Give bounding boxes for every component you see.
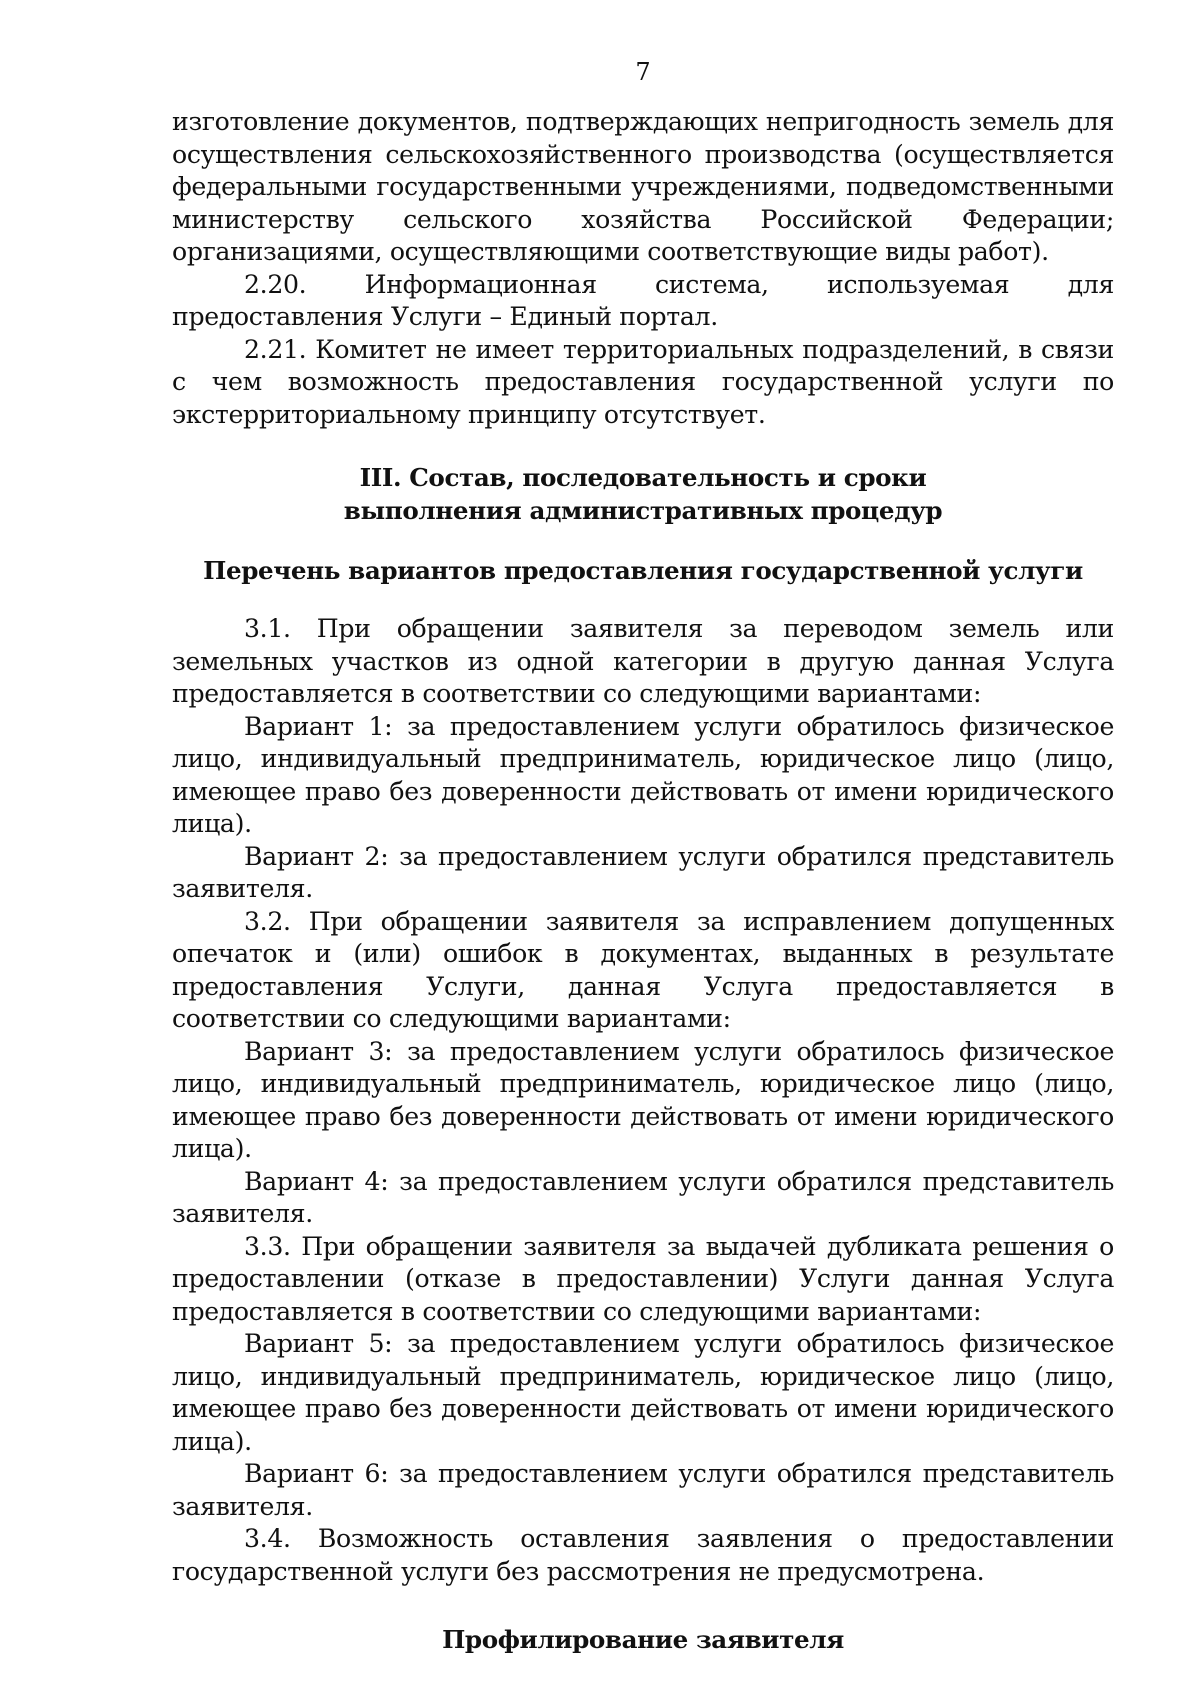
document-page (172, 52, 1114, 1656)
paragraph-variant-5: Вариант 5: за предоставлением услуги обратилось физическое лицо, индивидуальный предприниматель, юридическое лицо (лицо, имеющее право без доверенности действовать от имени юридического лица). (172, 1329, 1114, 1456)
paragraph-variant-2: Вариант 2: за предоставлением услуги обратился представитель заявителя. (172, 841, 1114, 903)
paragraph-documents-continued: изготовление документов, подтверждающих непригодность земель для осуществления сельскохозяйственного производства (осуществляется федеральными государственными учреждениями, подведомственными министерству сельского хозяйства Российской Федерации; организациями, осуществляющими соответствующие виды работ). (172, 107, 1114, 266)
paragraph-variant-4: Вариант 4: за предоставлением услуги обратился представитель заявителя. (172, 1166, 1114, 1228)
subsection-title-variants: Перечень вариантов предоставления государственной услуги (203, 556, 1083, 585)
paragraph-3-4: 3.4. Возможность оставления заявления о предоставлении государственной услуги без рассмотрения не предусмотрена. (172, 1524, 1114, 1586)
section-title (172, 461, 1114, 527)
paragraph-3-1: 3.1. При обращении заявителя за переводом земель или земельных участков из одной категории в другую данная Услуга предоставляется в соответствии со следующими вариантами: (172, 614, 1114, 708)
paragraph-2-20: 2.20. Информационная система, используемая для предоставления Услуги – Единый портал. (172, 269, 1114, 331)
paragraph-3-3: 3.3. При обращении заявителя за выдачей дубликата решения о предоставлении (отказе в предоставлении) Услуги данная Услуга предоставляется в соответствии со следующими вариантами: (172, 1231, 1114, 1326)
paragraph-variant-3: Вариант 3: за предоставлением услуги обратилось физическое лицо, индивидуальный предприниматель, юридическое лицо (лицо, имеющее право без доверенности действовать от имени юридического лица). (172, 1036, 1114, 1163)
section-title-line-2: выполнения административных процедур (343, 496, 943, 525)
paragraph-variant-1: Вариант 1: за предоставлением услуги обратилось физическое лицо, индивидуальный предприниматель, юридическое лицо (лицо, имеющее право без доверенности действовать от имени юридического лица). (172, 711, 1114, 838)
paragraph-3-2: 3.2. При обращении заявителя за исправлением допущенных опечаток и (или) ошибок в документах, выданных в результате предоставления Услуги, данная Услуга предоставляется в соответствии со следующими вариантами: (172, 906, 1114, 1033)
paragraph-variant-6: Вариант 6: за предоставлением услуги обратился представитель заявителя. (172, 1459, 1114, 1521)
subsection-title-profiling: Профилирование заявителя (442, 1625, 844, 1654)
section-title-line-1: III. Состав, последовательность и сроки (359, 463, 927, 492)
page-number: 7 (635, 58, 651, 86)
paragraph-2-21: 2.21. Комитет не имеет территориальных подразделений, в связи с чем возможность предоставления государственной услуги по экстерриториальному принципу отсутствует. (172, 334, 1114, 429)
